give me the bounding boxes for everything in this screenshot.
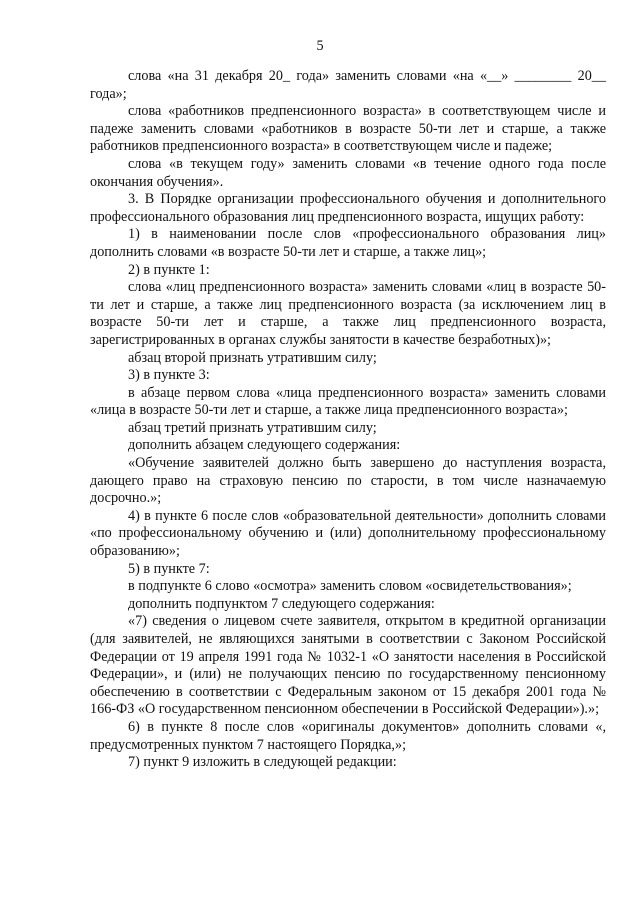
paragraph: в подпункте 6 слово «осмотра» заменить словом «освидетельствования»; (128, 578, 572, 595)
paragraph: «7) сведения о лицевом счете заявителя, открытом в кредитной организации (для заявителей, не являющихся занятыми в соответствии с Законом Российской Федерации от 19 апреля 1991 года № 1032-1 «О занятости населения в Российской Федерации», и (или) не получающих пенсию по государственному пенсионному обеспечению в соответствии с Федеральным законом от 15 декабря 2001 года № 166-ФЗ «О государственном пенсионном обеспечении в Российской Федерации»).»; (90, 613, 606, 718)
page-number: 5 (316, 38, 324, 54)
paragraph: 4) в пункте 6 после слов «образовательной деятельности» дополнить словами «по профессиональному обучению и (или) дополнительному профессиональному образованию»; (90, 507, 606, 560)
paragraph: 3. В Порядке организации профессионального обучения и дополнительного профессионального образования лиц предпенсионного возраста, ищущих работу: (90, 191, 606, 225)
paragraph: 2) в пункте 1: (128, 261, 210, 278)
paragraph: в абзаце первом слова «лица предпенсионного возраста» заменить словами «лица в возрасте 50-ти лет и старше, а также лица предпенсионного возраста»; (90, 384, 606, 419)
paragraph: 1) в наименовании после слов «профессионального образования лиц» дополнить словами «в возрасте 50-ти лет и старше, а также лиц»; (90, 226, 606, 260)
paragraph: «Обучение заявителей должно быть завершено до наступления возраста, дающего право на страховую пенсию по старости, в том числе назначаемую досрочно.»; (90, 455, 606, 507)
paragraph: дополнить абзацем следующего содержания: (128, 437, 401, 454)
paragraph: абзац третий признать утратившим силу; (128, 419, 377, 436)
paragraph: 7) пункт 9 изложить в следующей редакции: (128, 754, 397, 771)
paragraph: слова «в текущем году» заменить словами «в течение одного года после окончания обучения». (90, 155, 606, 190)
paragraph: абзац второй признать утратившим силу; (128, 349, 377, 366)
paragraph: 3) в пункте 3: (128, 367, 210, 384)
paragraph: слова «на 31 декабря 20_ года» заменить словами «на «__» ________ 20__ года»; (90, 68, 606, 102)
paragraph: дополнить подпунктом 7 следующего содержания: (128, 595, 435, 612)
paragraph: 6) в пункте 8 после слов «оригиналы документов» дополнить словами «, предусмотренных пунктом 7 настоящего Порядка,»; (90, 718, 606, 753)
paragraph: слова «работников предпенсионного возраста» в соответствующем числе и падеже заменить словами «работников в возрасте 50-ти лет и старше, а также работников предпенсионного возраста» в соответствующем числе и падеже; (90, 103, 606, 155)
paragraph: 5) в пункте 7: (128, 560, 210, 577)
document-body (90, 68, 606, 772)
paragraph: слова «лиц предпенсионного возраста» заменить словами «лиц в возрасте 50-ти лет и старше, а также лиц предпенсионного возраста (за исключением лиц в возрасте 50-ти лет и старше, а также лиц предпенсионного возраста, зарегистрированных в органах службы занятости в качестве безработных)»; (90, 279, 606, 348)
